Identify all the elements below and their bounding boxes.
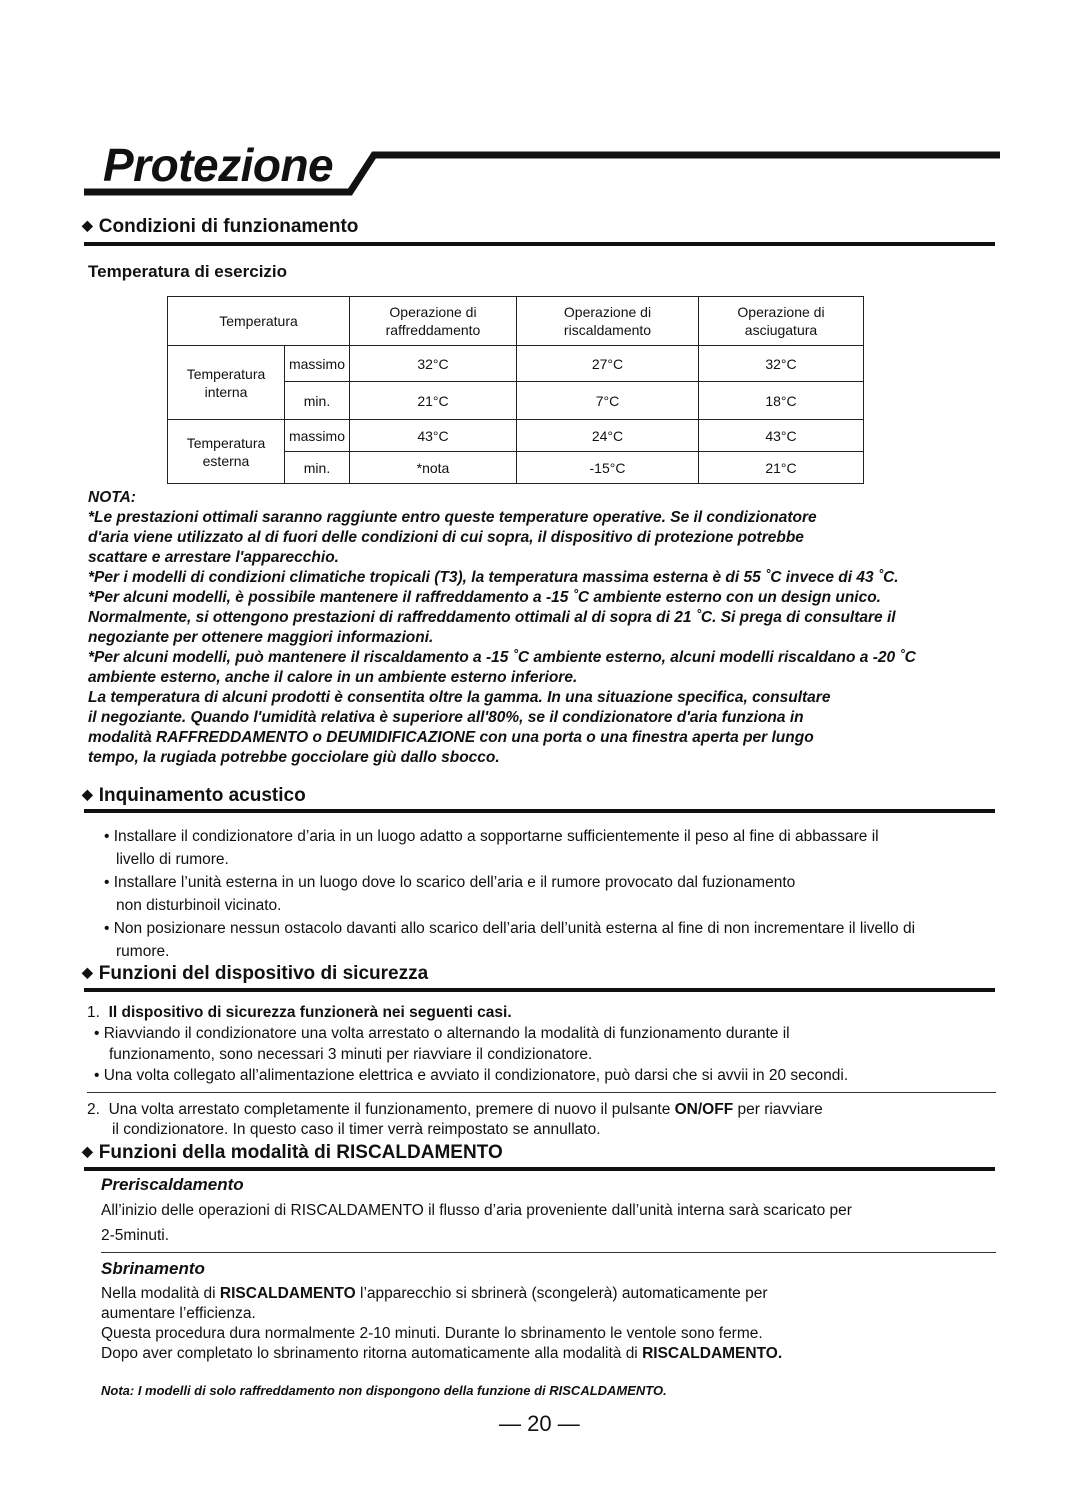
note-line: *Per alcuni modelli, può mantenere il riscaldamento a -15 ˚C ambiente esterno, alcuni modelli riscaldano a -20 ˚C bbox=[88, 649, 916, 666]
note-line: tempo, la rugiada potrebbe gocciolare giù dallo sbocco. bbox=[88, 749, 500, 766]
row-sub-label: min. bbox=[285, 382, 350, 420]
group-label-external: Temperatura esterna bbox=[168, 420, 285, 484]
title-underline-bar bbox=[84, 150, 1004, 198]
defrost-block bbox=[101, 1258, 996, 1364]
section-rule bbox=[84, 988, 995, 992]
note-line: Normalmente, si ottengono prestazioni di raffreddamento ottimali al di sopra di 21 ˚C. Si prega di consultare il bbox=[88, 609, 896, 626]
note-line: *Le prestazioni ottimali saranno raggiunte entro queste temperature operative. Se il condizionatore bbox=[88, 509, 817, 526]
group-label-internal: Temperatura interna bbox=[168, 346, 285, 420]
section-heading-text: Condizioni di funzionamento bbox=[98, 216, 359, 237]
safety-item-2: 2. Una volta arrestato completamente il funzionamento, premere di nuovo il pulsante ON/OFF per riavviare il condizionatore. In questo caso il timer verrà reimpostato se annullato. bbox=[87, 1100, 997, 1140]
note-line: *Per i modelli di condizioni climatiche tropicali (T3), la temperatura massima esterna è di 55 ˚C invece di 43 ˚C. bbox=[88, 569, 899, 586]
defrost-text: aumentare l’efficienza. bbox=[101, 1305, 256, 1322]
table-row bbox=[168, 420, 864, 452]
header-temperatura: Temperatura bbox=[168, 297, 350, 346]
diamond-bullet-icon: ◆ bbox=[82, 217, 93, 233]
section-heading-operating-conditions bbox=[82, 216, 358, 238]
cell-heating: 7°C bbox=[517, 382, 699, 420]
cell-cooling: 43°C bbox=[350, 420, 517, 452]
preheating-heading: Preriscaldamento bbox=[101, 1175, 244, 1194]
section-heading-text: Funzioni della modalità di RISCALDAMENTO bbox=[98, 1142, 503, 1163]
dash-left: — bbox=[499, 1411, 521, 1436]
page-number-text: 20 bbox=[527, 1411, 552, 1436]
note-line: negoziante per ottenere maggiori informazioni. bbox=[88, 629, 434, 646]
list-item: • Riavviando il condizionatore una volta arrestato o alternando la modalità di funzionamento durante il bbox=[94, 1025, 790, 1042]
section-heading-heating bbox=[82, 1142, 503, 1164]
nota-label: NOTA: bbox=[88, 489, 136, 506]
section-heading-safety bbox=[82, 963, 428, 985]
cell-heating: 24°C bbox=[517, 420, 699, 452]
cell-cooling: *nota bbox=[350, 452, 517, 484]
list-item-cont: rumore. bbox=[116, 943, 170, 960]
note-line: *Per alcuni modelli, è possibile mantenere il raffreddamento a -15 ˚C ambiente esterno con un design unico. bbox=[88, 589, 881, 606]
cell-cooling: 32°C bbox=[350, 346, 517, 382]
list-item: • Una volta collegato all’alimentazione elettrica e avviato il condizionatore, può darsi che si avvii in 20 secondi. bbox=[94, 1067, 849, 1084]
note-line: La temperatura di alcuni prodotti è consentita oltre la gamma. In una situazione specifica, consultare bbox=[88, 689, 831, 706]
operating-temperature-table bbox=[167, 296, 864, 484]
defrost-text: Dopo aver completato lo sbrinamento ritorna automaticamente alla modalità di RISCALDAMENTO. bbox=[101, 1345, 783, 1362]
section-rule bbox=[84, 809, 995, 813]
cell-cooling: 21°C bbox=[350, 382, 517, 420]
header-drying: Operazione di asciugatura bbox=[699, 297, 864, 346]
divider bbox=[101, 1252, 996, 1253]
diamond-bullet-icon: ◆ bbox=[82, 964, 93, 980]
notes-block bbox=[88, 488, 1008, 768]
cell-heating: -15°C bbox=[517, 452, 699, 484]
list-item: • Installare il condizionatore d’aria in un luogo adatto a sopportarne sufficientemente il peso al fine di abbassare il bbox=[104, 828, 879, 845]
note-line: modalità RAFFREDDAMENTO o DEUMIDIFICAZIONE con una porta o una finestra aperta per lungo bbox=[88, 729, 814, 746]
defrost-text: Questa procedura dura normalmente 2-10 minuti. Durante lo sbrinamento le ventole sono ferme. bbox=[101, 1325, 763, 1342]
safety-item-1-title: Il dispositivo di sicurezza funzionerà nei seguenti casi. bbox=[108, 1004, 512, 1021]
defrost-text: Nella modalità di RISCALDAMENTO l’apparecchio si sbrinerà (scongelerà) automaticamente per bbox=[101, 1285, 768, 1302]
subheading-operating-temperature: Temperatura di esercizio bbox=[88, 262, 288, 281]
header-heating: Operazione di riscaldamento bbox=[517, 297, 699, 346]
row-sub-label: massimo bbox=[285, 346, 350, 382]
cell-heating: 27°C bbox=[517, 346, 699, 382]
safety-item-2-line2: il condizionatore. In questo caso il timer verrà reimpostato se annullato. bbox=[112, 1121, 601, 1138]
section-heading-text: Inquinamento acustico bbox=[98, 785, 306, 806]
cell-drying: 21°C bbox=[699, 452, 864, 484]
list-item-cont: funzionamento, sono necessari 3 minuti per riavviare il condizionatore. bbox=[109, 1046, 593, 1063]
table-row bbox=[168, 346, 864, 382]
note-line: scattare e arrestare l'apparecchio. bbox=[88, 549, 339, 566]
defrost-heading: Sbrinamento bbox=[101, 1259, 205, 1278]
page-title: Protezione bbox=[103, 139, 334, 191]
noise-bullet-list bbox=[104, 825, 1004, 963]
table-header-row bbox=[168, 297, 864, 346]
heating-note: Nota: I modelli di solo raffreddamento non dispongono della funzione di RISCALDAMENTO. bbox=[101, 1383, 667, 1398]
cell-drying: 43°C bbox=[699, 420, 864, 452]
row-sub-label: min. bbox=[285, 452, 350, 484]
list-item: • Installare l’unità esterna in un luogo dove lo scarico dell’aria e il rumore provocato dal fuzionamento bbox=[104, 874, 796, 891]
preheating-block bbox=[101, 1174, 996, 1248]
preheating-text: All’inizio delle operazioni di RISCALDAMENTO il flusso d’aria proveniente dall’unità interna sarà scaricato per bbox=[101, 1202, 852, 1219]
section-heading-text: Funzioni del dispositivo di sicurezza bbox=[98, 963, 429, 984]
cell-drying: 18°C bbox=[699, 382, 864, 420]
note-line: ambiente esterno, anche il calore in un ambiente esterno inferiore. bbox=[88, 669, 578, 686]
dash-right: — bbox=[557, 1411, 580, 1436]
preheating-text: 2-5minuti. bbox=[101, 1227, 170, 1244]
row-sub-label: massimo bbox=[285, 420, 350, 452]
safety-item-1: 1. Il dispositivo di sicurezza funzionerà nei seguenti casi. • Riavviando il condizionatore una volta arrestato o alternando la modalità di funzionamento durante il funzionamento, sono necessari 3 minuti per riavviare il condizionatore. • Una volta collegato all’alimentazione elettrica e avviato il condizionatore, può darsi che si avvii in 20 secondi. bbox=[87, 1002, 997, 1086]
diamond-bullet-icon: ◆ bbox=[82, 1143, 93, 1159]
cell-drying: 32°C bbox=[699, 346, 864, 382]
header-cooling: Operazione di raffreddamento bbox=[350, 297, 517, 346]
list-item-cont: livello di rumore. bbox=[116, 851, 229, 868]
diamond-bullet-icon: ◆ bbox=[82, 786, 93, 802]
list-item-cont: non disturbinoil vicinato. bbox=[116, 897, 282, 914]
page-number bbox=[499, 1411, 580, 1437]
list-item: • Non posizionare nessun ostacolo davanti allo scarico dell’aria dell’unità esterna al fine di non incrementare il livello di bbox=[104, 920, 916, 937]
note-line: d'aria viene utilizzato al di fuori delle condizioni di cui sopra, il dispositivo di protezione potrebbe bbox=[88, 529, 804, 546]
divider bbox=[87, 1092, 996, 1093]
section-heading-noise bbox=[82, 785, 306, 807]
note-line: il negoziante. Quando l'umidità relativa è superiore all'80%, se il condizionatore d'aria funziona in bbox=[88, 709, 804, 726]
section-rule bbox=[84, 1167, 995, 1171]
on-off-label: ON/OFF bbox=[674, 1101, 734, 1118]
section-rule bbox=[84, 242, 995, 246]
